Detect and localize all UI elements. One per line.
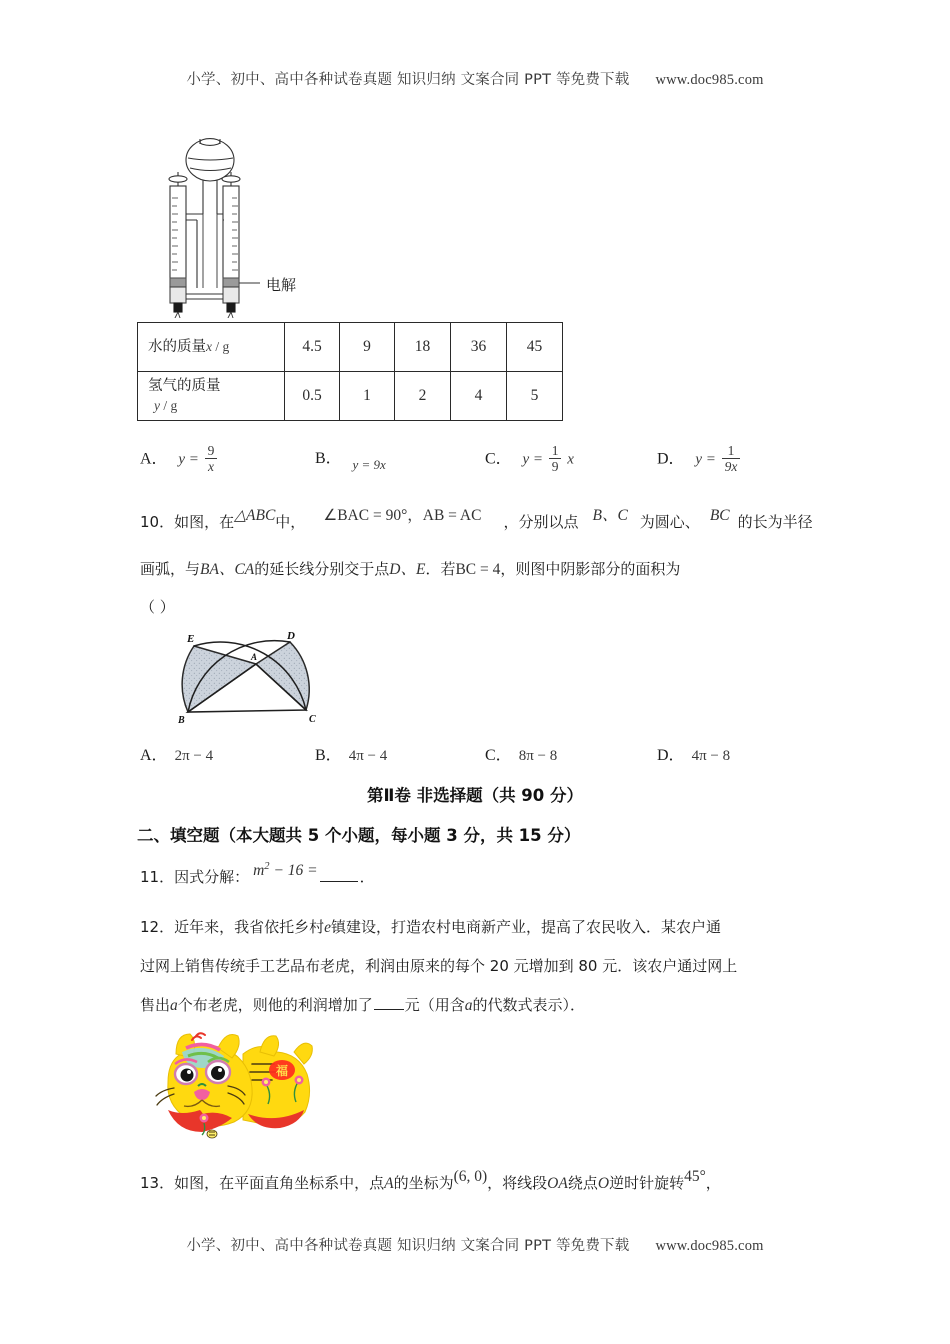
q9-option-b[interactable]: B． y = 9x: [315, 450, 386, 472]
paper-2-title: 第Ⅱ卷 非选择题（共 90 分）: [366, 786, 584, 805]
q9-option-a[interactable]: A． y = $\frac{9}{x}$: [140, 445, 219, 475]
cell-water-3: 18: [395, 323, 451, 372]
q10-options: [140, 742, 840, 786]
q9-options: [140, 445, 840, 489]
cell-hydrogen-3: 2: [395, 372, 451, 421]
q10-line-3: （ ）: [140, 598, 175, 616]
footer-watermark-url: www.doc985.com: [655, 1238, 764, 1254]
q10-option-a[interactable]: A． 2π − 4: [140, 747, 214, 764]
cell-water-5: 45: [507, 323, 563, 372]
part-2-fill-in-title: 二、填空题（本大题共 5 个小题，每小题 3 分，共 15 分）: [137, 826, 581, 845]
cell-hydrogen-4: 4: [451, 372, 507, 421]
cell-hydrogen-2: 1: [340, 372, 395, 421]
cell-water-4: 36: [451, 323, 507, 372]
geo-label-C: C: [309, 714, 316, 725]
q10-geometry-figure: [178, 622, 338, 730]
cell-hydrogen-5: 5: [507, 372, 563, 421]
water-hydrogen-mass-table: [137, 322, 563, 421]
cell-water-1: 4.5: [285, 323, 340, 372]
q10-option-d[interactable]: D． 4π − 8: [657, 747, 731, 764]
footer-watermark: [0, 1234, 950, 1255]
geo-label-B: B: [178, 715, 185, 726]
table-row: [138, 323, 563, 372]
footer-watermark-text: 小学、初中、高中各种试卷真题 知识归纳 文案合同 PPT 等免费下载: [186, 1238, 630, 1254]
q11-line: 11．因式分解： $m^2 - 16$ = ．: [140, 860, 375, 886]
q12-answer-blank[interactable]: [374, 996, 404, 1010]
svg-text:福: 福: [275, 1064, 289, 1078]
electrolysis-apparatus-figure: [148, 128, 298, 318]
q9-option-c[interactable]: C． y = $\frac{1}{9}$ x: [485, 443, 574, 474]
q10-option-b[interactable]: B． 4π − 4: [315, 747, 388, 764]
geo-label-A: A: [251, 652, 258, 662]
q13-line-1: 13．如图，在平面直角坐标系中，点A的坐标为(6, 0)，将线段OA绕点O逆时针旋转45°，: [140, 1168, 721, 1192]
geo-label-D: D: [287, 630, 295, 642]
cell-hydrogen-1: 0.5: [285, 372, 340, 421]
q9-option-d[interactable]: D． y = $\frac{1}{9x}$: [657, 445, 742, 475]
table-row: [138, 372, 563, 421]
cell-water-2: 9: [340, 323, 395, 372]
electrolysis-label: 电解: [266, 276, 297, 294]
header-watermark-url: www.doc985.com: [655, 72, 764, 88]
cloth-tiger-photo: [148, 1022, 323, 1157]
row-header-water-mass: 水的质量x / g: [138, 323, 285, 372]
header-watermark-text: 小学、初中、高中各种试卷真题 知识归纳 文案合同 PPT 等免费下载: [186, 72, 630, 88]
q12-line-1: 12．近年来，我省依托乡村e镇建设，打造农村电商新产业，提高了农民收入．某农户通: [140, 918, 721, 936]
geo-label-E: E: [187, 633, 195, 645]
header-watermark: [0, 68, 950, 89]
row-header-hydrogen-mass: 氢气的质量 y / g: [138, 372, 285, 421]
q11-answer-blank[interactable]: [320, 868, 358, 882]
q10-line-1: 10．如图，在△ABC中， ∠BAC = 90°，AB = AC ，分别以点 B、C 为圆心、 BC 的长为半径: [140, 507, 813, 531]
q12-line-3: 售出a个布老虎，则他的利润增加了 元（用含a的代数式表示）．: [140, 996, 586, 1014]
q10-option-c[interactable]: C． 8π − 8: [485, 747, 558, 764]
q12-line-2: 过网上销售传统手工艺品布老虎，利润由原来的每个 20 元增加到 80 元．该农户通过网上: [140, 957, 738, 975]
q10-line-2: 画弧，与BA、CA的延长线分别交于点D、E．若BC = 4，则图中阴影部分的面积为: [140, 560, 681, 578]
